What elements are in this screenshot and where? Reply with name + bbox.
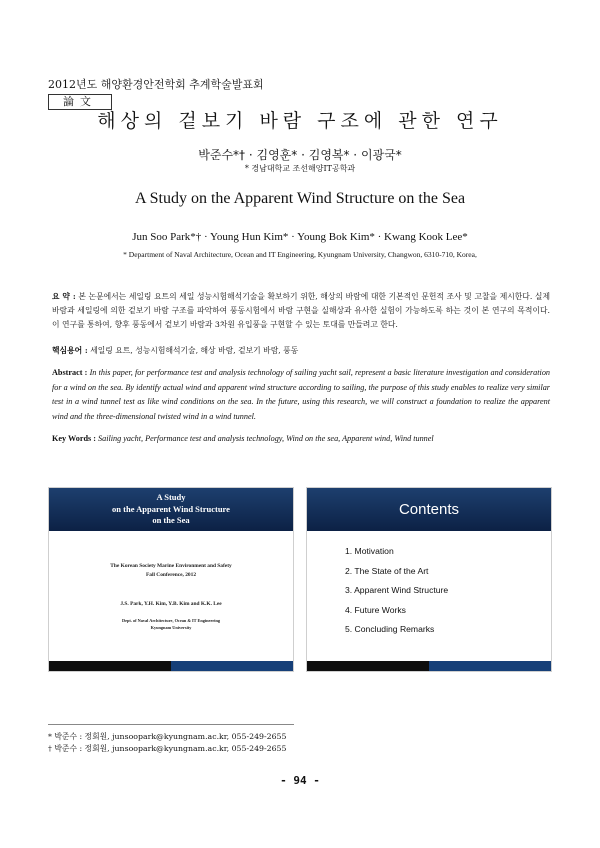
contents-item: 5. Concluding Remarks — [345, 624, 435, 634]
contents-slide — [306, 487, 552, 672]
slide-department — [49, 618, 293, 631]
slide-society-line: Fall Conference, 2012 — [145, 571, 197, 578]
contents-item: 3. Apparent Wind Structure — [345, 585, 449, 595]
english-abstract — [52, 366, 550, 424]
slide-authors: J.S. Park, Y.H. Kim, Y.B. Kim and K.K. Lee — [120, 601, 222, 607]
slide-society-line: The Korean Society Marine Environment and Safety — [110, 563, 232, 569]
english-keywords-text: Sailing yacht, Performance test and analysis technology, Wind on the sea, Apparent wind, Wind tunnel — [98, 434, 434, 443]
slide-dept-line: Dept. of Naval Architecture, Ocean & IT Engineering — [122, 618, 220, 623]
contents-slide-header — [307, 488, 551, 531]
slide-dept-line: Kyungnam University — [150, 624, 192, 630]
footnote-divider — [48, 724, 294, 725]
korean-title: 해상의 겉보기 바람 구조에 관한 연구 — [97, 110, 503, 132]
korean-keywords-label: 핵심용어 : — [52, 346, 88, 355]
title-slide — [48, 487, 294, 672]
english-affiliation: * Department of Naval Architecture, Ocean and IT Engineering, Kyungnam University, Changwon, 6310-710, Korea, — [123, 250, 477, 259]
slide-society — [49, 562, 293, 579]
conference-name: 2012년도 해양환경안전학회 추계학술발표회 — [48, 78, 264, 91]
korean-keywords — [52, 345, 298, 356]
korean-authors: 박준수*† · 김영훈* · 김영복* · 이광국* — [198, 148, 402, 162]
slide-footer-bar — [49, 661, 293, 671]
english-keywords-label: Key Words : — [52, 434, 96, 443]
slide-title-line: A Study — [156, 492, 186, 503]
korean-abstract — [52, 290, 550, 332]
footnote: * 박준수 : 정회원, junsoopark@kyungnam.ac.kr, 055-249-2655 — [48, 732, 287, 741]
english-title: A Study on the Apparent Wind Structure on the Sea — [134, 190, 466, 207]
english-abstract-label: Abstract : — [52, 368, 88, 377]
title-slide-header — [49, 488, 293, 531]
paper-type-tag: 論文 — [48, 94, 112, 110]
english-keywords — [52, 434, 434, 443]
slide-footer-bar — [307, 661, 551, 671]
english-abstract-text: In this paper, for performance test and analysis technology of sailing yacht sail, represent a basic literature investigation and consideration for a wind on the sea. By identify actual wind and apparent wind structure according to sailing, the purpose of this study enables to realize very similar test in a wind tunnel test as like wind conditions on the sea. In the future, using this research, we will construct a foundation to realize the apparent wind and the three-dimensional twisted wind in a wind tunnel. — [52, 368, 551, 421]
korean-abstract-text: 본 논문에서는 세일링 요트의 세일 성능시험해석기술을 확보하기 위한, 해상의 바람에 대한 기본적인 문헌적 조사 및 고찰을 제시한다. 실제 바람과 세일링에 의한 겉보기 바람 구조를 파악하여 풍동시험에서 바람 구현을 실해상과 유사한 실험이 가능하도록 하는 것이 본 연구의 목적이다. 이 연구를 통하여, 향후 풍동에서 겉보기 바람과 3차원 유입풍을 구현할 수 있는 토대를 만들려고 한다. — [52, 292, 550, 329]
english-authors: Jun Soo Park*† · Young Hun Kim* · Young Bok Kim* · Kwang Kook Lee* — [132, 231, 468, 243]
page-number: - 94 - — [280, 774, 320, 787]
korean-keywords-text: 세일링 요트, 성능시험해석기술, 해상 바람, 겉보기 바람, 풍동 — [90, 346, 299, 355]
contents-item: 1. Motivation — [345, 546, 394, 556]
contents-item: 4. Future Works — [345, 604, 406, 615]
contents-item: 2. The State of the Art — [345, 565, 429, 576]
slide-title-line: on the Apparent Wind Structure — [112, 503, 230, 514]
footnote: † 박준수 : 정회원, junsoopark@kyungnam.ac.kr, 055-249-2655 — [48, 744, 287, 753]
contents-title: Contents — [398, 501, 460, 518]
korean-affiliation: * 경남대학교 조선해양IT공학과 — [244, 164, 356, 173]
contents-list — [345, 546, 448, 644]
korean-abstract-label: 요 약 : — [52, 292, 76, 301]
slide-title-line: on the Sea — [152, 515, 190, 526]
